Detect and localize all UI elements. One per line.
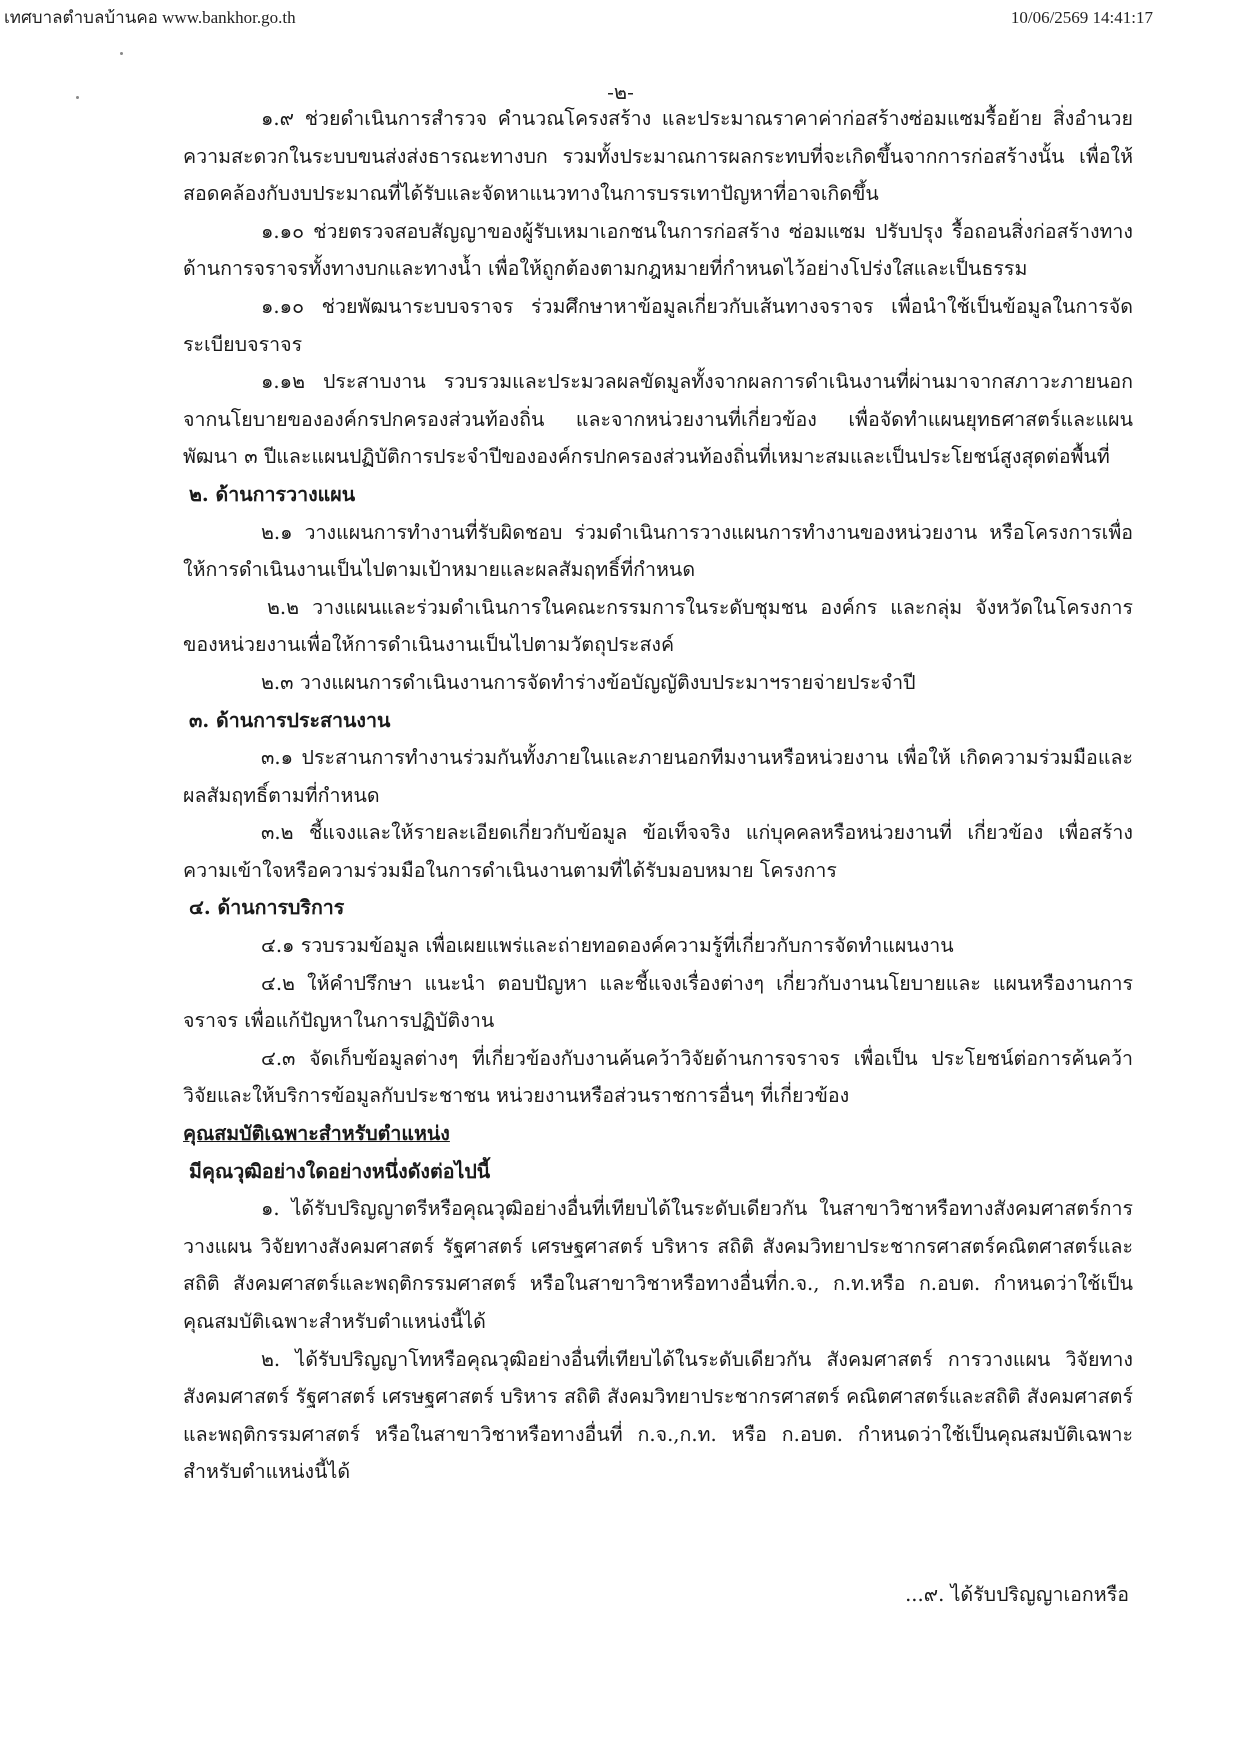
paragraph: ๔.๓ จัดเก็บข้อมูลต่างๆ ที่เกี่ยวข้องกับงานค้นคว้าวิจัยด้านการจราจร เพื่อเป็น ประโยชน์ต่อการค้นคว้าวิจัยและให้บริการข้อมูลกับประชาชน หน่วยงานหรือส่วนราชการอื่นๆ ที่เกี่ยวข้อง: [183, 1046, 1133, 1108]
paragraph: ๔.๒ ให้คำปรึกษา แนะนำ ตอบปัญหา และชี้แจงเรื่องต่างๆ เกี่ยวกับงานนโยบายและ แผนหรืองานการจราจร เพื่อแก้ปัญหาในการปฏิบัติงาน: [183, 971, 1133, 1033]
qualification-heading: คุณสมบัติเฉพาะสำหรับตำแหน่ง: [183, 1122, 450, 1146]
paragraph: ๒.๓ วางแผนการดำเนินงานการจัดทำร่างข้อบัญญัติงบประมาฯรายจ่ายประจำปี: [261, 670, 916, 694]
paragraph: ๓.๒ ชี้แจงและให้รายละเอียดเกี่ยวกับข้อมูล ข้อเท็จจริง แก่บุคคลหรือหน่วยงานที่ เกี่ยวข้อง เพื่อสร้างความเข้าใจหรือความร่วมมือในการดำเนินงานตามที่ได้รับมอบหมาย โครงการ: [183, 821, 1133, 882]
paragraph: ๑.๑๐ ช่วยพัฒนาระบบจราจร ร่วมศึกษาหาข้อมูลเกี่ยวกับเส้นทางจราจร เพื่อนำใช้เป็นข้อมูลในการจัดระเบียบจราจร: [183, 294, 1133, 356]
paragraph: ๑.๙ ช่วยดำเนินการสำรวจ คำนวณโครงสร้าง และประมาณราคาค่าก่อสร้างซ่อมแซมรื้อย้าย สิ่งอำนวยความสะดวกในระบบขนส่งส่งธารณะทางบก รวมทั้งประมาณการผลกระทบที่จะเกิดขึ้นจากการก่อสร้างนั้น เพื่อให้สอดคล้องกับงบประมาณที่ได้รับและจัดหาแนวทางในการบรรเทาปัญหาที่อาจเกิดขึ้น: [183, 107, 1133, 206]
paragraph: ๒.๑ วางแผนการทำงานที่รับผิดชอบ ร่วมดำเนินการวางแผนการทำงานของหน่วยงาน หรือโครงการเพื่อให้การดำเนินงานเป็นไปตามเป้าหมายและผลสัมฤทธิ์ที่กำหนด: [183, 520, 1133, 582]
scan-speck: [120, 52, 123, 55]
header-timestamp: 10/06/2569 14:41:17: [1010, 8, 1153, 27]
paragraph: ๒.๒ วางแผนและร่วมดำเนินการในคณะกรรมการในระดับชุมชน องค์กร และกลุ่ม จังหวัดในโครงการของหน่วยงานเพื่อให้การดำเนินงานเป็นไปตามวัตถุประสงค์: [183, 595, 1133, 657]
paragraph: ๑.๑๒ ประสาบงาน รวบรวมและประมวลผลขัดมูลทั้งจากผลการดำเนินงานที่ผ่านมาจากสภาวะภายนอก จากนโยบายขององค์กรปกครองส่วนท้องถิ่น และจากหน่วยงานที่เกี่ยวข้อง เพื่อจัดทำแผนยุทธศาสตร์และแผนพัฒนา ๓ ปีและแผนปฏิบัติการประจำปีขององค์กรปกครองส่วนท้องถิ่นที่เหมาะสมและเป็นประโยชน์สูงสุดต่อพื้นที่: [183, 370, 1133, 469]
continuation-note: ...๙. ได้รับปริญญาเอกหรือ: [905, 1583, 1129, 1606]
document-body: [183, 100, 1133, 1491]
paragraph: ๒. ได้รับปริญญาโทหรือคุณวุฒิอย่างอื่นที่เทียบได้ในระดับเดียวกัน สังคมศาสตร์ การวางแผน วิจัยทางสังคมศาสตร์ รัฐศาสตร์ เศรษฐศาสตร์ บริหาร สถิติ สังคมวิทยาประชากรศาสตร์ คณิตศาสตร์และสถิติ สังคมศาสตร์และพฤติกรรมศาสตร์ หรือในสาขาวิชาหรือทางอื่นที่ ก.จ.,ก.ท. หรือ ก.อบต. กำหนดว่าใช้เป็นคุณสมบัติเฉพาะสำหรับตำแหน่งนี้ได้: [183, 1347, 1133, 1484]
section-heading: ๒. ด้านการวางแผน: [189, 482, 356, 506]
paragraph: ๑.๑๐ ช่วยตรวจสอบสัญญาของผู้รับเหมาเอกชนในการก่อสร้าง ซ่อมแซม ปรับปรุง รื้อถอนสิ่งก่อสร้างทางด้านการจราจรทั้งทางบกและทางน้ำ เพื่อให้ถูกต้องตามกฎหมายที่กำหนดไว้อย่างโปร่งใสและเป็นธรรม: [183, 219, 1133, 281]
qualification-subheading: มีคุณวุฒิอย่างใดอย่างหนึ่งดังต่อไปนี้: [189, 1159, 491, 1183]
header-site-name: เทศบาลตำบลบ้านคอ www.bankhor.go.th: [4, 8, 296, 27]
paragraph: ๓.๑ ประสานการทำงานร่วมกันทั้งภายในและภายนอกทีมงานหรือหน่วยงาน เพื่อให้ เกิดความร่วมมือและผลสัมฤทธิ์ตามที่กำหนด: [183, 746, 1133, 807]
paragraph: ๑. ได้รับปริญญาตรีหรือคุณวุฒิอย่างอื่นที่เทียบได้ในระดับเดียวกัน ในสาขาวิชาหรือทางสังคมศาสตร์การวางแผน วิจัยทางสังคมศาสตร์ รัฐศาสตร์ เศรษฐศาสตร์ บริหาร สถิติ สังคมวิทยาประชากรศาสตร์คณิตศาสตร์และสถิติ สังคมศาสตร์และพฤติกรรมศาสตร์ หรือในสาขาวิชาหรือทางอื่นที่ก.จ., ก.ท.หรือ ก.อบต. กำหนดว่าใช้เป็นคุณสมบัติเฉพาะสำหรับตำแหน่งนี้ได้: [183, 1197, 1133, 1333]
page-number: -๒-: [607, 80, 634, 104]
section-heading: ๔. ด้านการบริการ: [189, 896, 345, 920]
paragraph: ๔.๑ รวบรวมข้อมูล เพื่อเผยแพร่และถ่ายทอดองค์ความรู้ที่เกี่ยวกับการจัดทำแผนงาน: [261, 934, 954, 958]
section-heading: ๓. ด้านการประสานงาน: [189, 708, 391, 732]
